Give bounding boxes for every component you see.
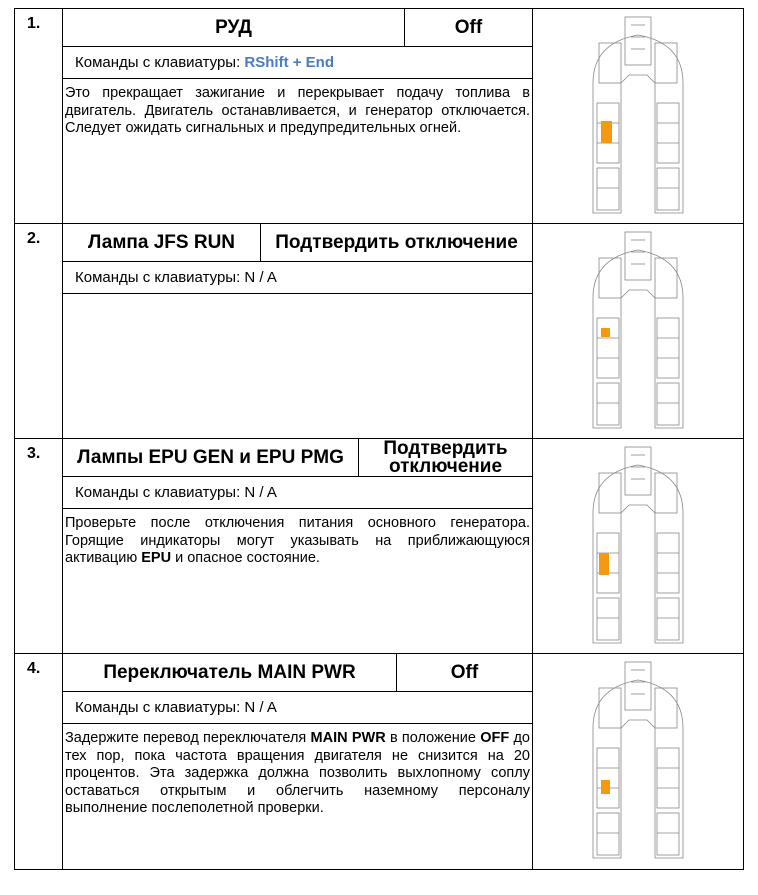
keyboard-commands — [63, 692, 532, 724]
highlight-marker — [601, 780, 610, 794]
keys-value: N / A — [244, 484, 277, 501]
keys-value: N / A — [244, 269, 277, 286]
keys-label: Команды с клавиатуры: — [75, 269, 241, 286]
step-description — [63, 79, 532, 138]
keyboard-commands — [63, 477, 532, 509]
keys-value: N / A — [244, 699, 277, 716]
step-content — [63, 654, 533, 869]
step-number: 3. — [15, 439, 63, 653]
cockpit-diagram — [533, 654, 745, 869]
control-state: Подтвердить отключение — [275, 231, 518, 253]
checklist-row-4 — [14, 653, 744, 870]
step-content — [63, 224, 533, 438]
desc-text: Проверьте после отключения питания основного генератора. Горящие индикаторы могут указывать на приближающуюся активацию — [65, 515, 530, 566]
checklist-row-1 — [14, 8, 744, 223]
step-content — [63, 439, 533, 653]
keys-label: Команды с клавиатуры: — [75, 54, 241, 71]
control-state: Off — [454, 16, 483, 38]
cockpit-diagram — [533, 9, 745, 223]
desc-bold: EPU — [141, 550, 172, 566]
desc-text: в положение — [385, 730, 481, 746]
control-name: РУД — [63, 9, 405, 46]
cockpit-map-icon — [585, 13, 691, 218]
step-number: 1. — [15, 9, 63, 223]
cockpit-map-icon — [585, 228, 691, 433]
highlight-marker — [601, 121, 612, 143]
step-number: 4. — [15, 654, 63, 869]
keyboard-commands — [63, 47, 532, 79]
keyboard-commands — [63, 262, 532, 294]
keys-label: Команды с клавиатуры: — [75, 484, 241, 501]
keys-label: Команды с клавиатуры: — [75, 699, 241, 716]
cockpit-map-icon — [585, 658, 691, 863]
step-header — [63, 9, 532, 47]
step-header — [63, 224, 532, 262]
desc-bold: OFF — [480, 730, 510, 746]
checklist-table — [14, 8, 744, 870]
desc-bold: MAIN PWR — [310, 730, 386, 746]
step-description — [63, 509, 532, 568]
cockpit-diagram — [533, 439, 745, 653]
step-number: 2. — [15, 224, 63, 438]
highlight-marker — [599, 553, 609, 575]
desc-text: Задержите перевод переключателя — [65, 730, 311, 746]
control-name: Переключатель MAIN PWR — [63, 654, 397, 691]
control-state: Off — [450, 661, 479, 683]
desc-text: и опасное состояние. — [171, 550, 320, 566]
step-header — [63, 439, 532, 477]
cockpit-map-icon — [585, 443, 691, 648]
checklist-row-3 — [14, 438, 744, 653]
step-header — [63, 654, 532, 692]
control-name: Лампа JFS RUN — [63, 224, 261, 261]
desc-text: Это прекращает зажигание и перекрывает подачу топлива в двигатель. Двигатель останавливается, и генератор отключается. Следует ожидать сигнальных и предупредительных огней. — [65, 85, 530, 136]
control-state: Подтвердить отключение — [383, 437, 508, 477]
highlight-marker — [601, 328, 610, 337]
step-description — [63, 724, 532, 818]
keys-value: RShift + End — [244, 54, 334, 71]
step-content — [63, 9, 533, 223]
control-name: Лампы EPU GEN и EPU PMG — [63, 439, 359, 476]
desc-text: до тех пор, пока частота вращения двигателя не снизится на 20 процентов. Эта задержка должна позволить выхлопному соплу оставаться открытым и облегчить наземному персоналу выполнение послеполетной проверки. — [65, 730, 530, 816]
checklist-row-2 — [14, 223, 744, 438]
step-description — [63, 294, 532, 300]
cockpit-diagram — [533, 224, 745, 438]
